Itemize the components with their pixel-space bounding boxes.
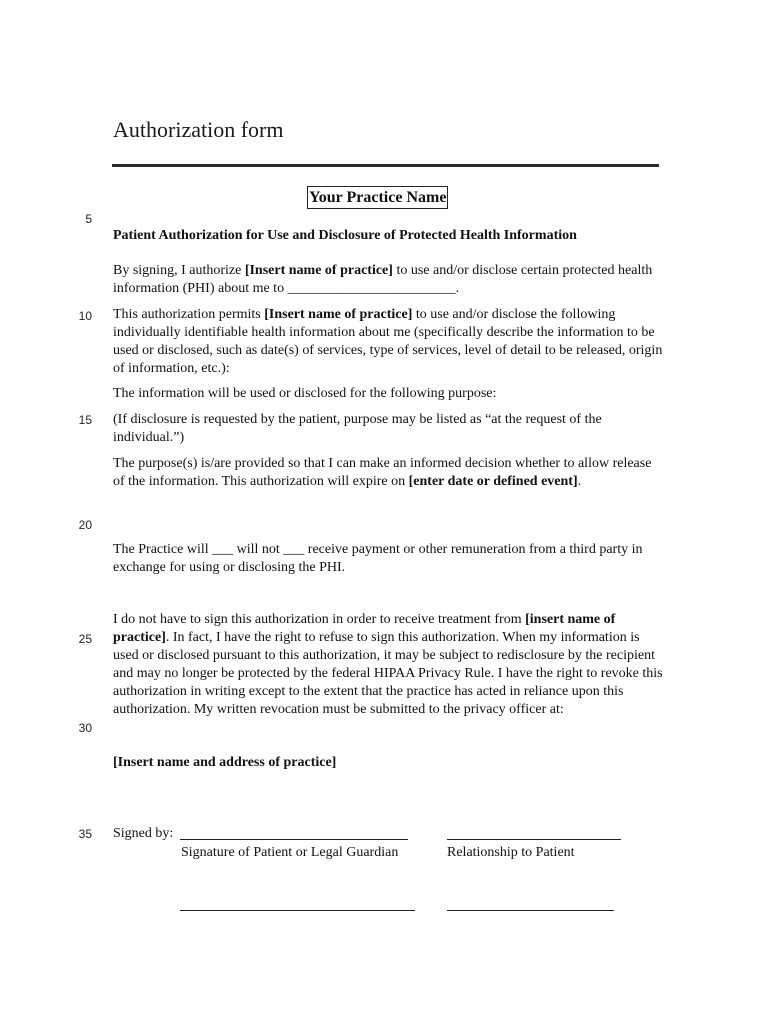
line-number-30: 30 xyxy=(78,721,92,735)
practice-placeholder: [Insert name of practice] xyxy=(264,307,413,322)
paragraph-rights-text-a: I do not have to sign this authorization in order to receive treatment from xyxy=(113,612,526,627)
second-signature-line xyxy=(180,910,415,911)
practice-name-box: Your Practice Name xyxy=(307,186,448,209)
paragraph-expiry-text-a: The purpose(s) is/are provided so that I can make an informed decision whether to allow release of the information. This authorization will expire on xyxy=(113,456,652,489)
paragraph-permits-text-c: to use and/or disclose the following individually identifiable health information about me (specifically describe the information to be used or disclosed, such as date(s) of services, type of services, level of detail to be released, origin of information, etc.): xyxy=(113,307,663,376)
paragraph-disclosure-note: (If disclosure is requested by the patient, purpose may be listed as “at the request of the individual.”) xyxy=(113,412,602,445)
line-number-35: 35 xyxy=(78,827,92,841)
paragraph-permits xyxy=(113,306,663,378)
paragraph-rights xyxy=(113,611,663,719)
paragraph-authorize xyxy=(113,262,663,298)
paragraph-expiry xyxy=(113,455,663,491)
line-number-5: 5 xyxy=(85,212,92,226)
paragraph-authorize-text-a: By signing, I authorize xyxy=(113,263,245,278)
line-number-20: 20 xyxy=(78,518,92,532)
expiry-placeholder: [enter date or defined event] xyxy=(408,474,578,489)
paragraph-remuneration: The Practice will ___ will not ___ receive payment or other remuneration from a third party in exchange for using or disclosing the PHI. xyxy=(113,542,643,575)
signature-caption: Signature of Patient or Legal Guardian xyxy=(181,845,399,860)
line-number-25: 25 xyxy=(78,632,92,646)
address-placeholder: [Insert name and address of practice] xyxy=(113,755,337,770)
title-divider xyxy=(112,164,659,167)
practice-placeholder: [Insert name of practice] xyxy=(244,263,393,278)
paragraph-purpose: The information will be used or disclosed for the following purpose: xyxy=(113,386,497,401)
signature-line xyxy=(180,839,408,840)
paragraph-expiry-text-c: . xyxy=(577,474,582,489)
form-title: Authorization form xyxy=(113,117,284,142)
second-relationship-line xyxy=(447,910,614,911)
paragraph-permits-text-a: This authorization permits xyxy=(113,307,265,322)
line-number-15: 15 xyxy=(78,413,92,427)
relationship-line xyxy=(447,839,621,840)
relationship-caption: Relationship to Patient xyxy=(447,845,575,860)
paragraph-rights-text-c: . In fact, I have the right to refuse to sign this authorization. When my information is used or disclosed pursuant to this authorization, it may be subject to redisclosure by the recipient and may no longer be protected by the federal HIPAA Privacy Rule. I have the right to revoke this authorization in writing except to the extent that the practice has acted in reliance upon this authorization. My written revocation must be submitted to the privacy officer at: xyxy=(113,630,663,717)
signed-by-label: Signed by: xyxy=(113,826,174,841)
paragraph-authorize-text-c: to use and/or disclose certain protected health information (PHI) about me to ________________________. xyxy=(113,263,653,296)
practice-placeholder: [insert name of practice] xyxy=(113,612,616,645)
form-heading: Patient Authorization for Use and Disclosure of Protected Health Information xyxy=(113,228,577,243)
line-number-10: 10 xyxy=(78,309,92,323)
